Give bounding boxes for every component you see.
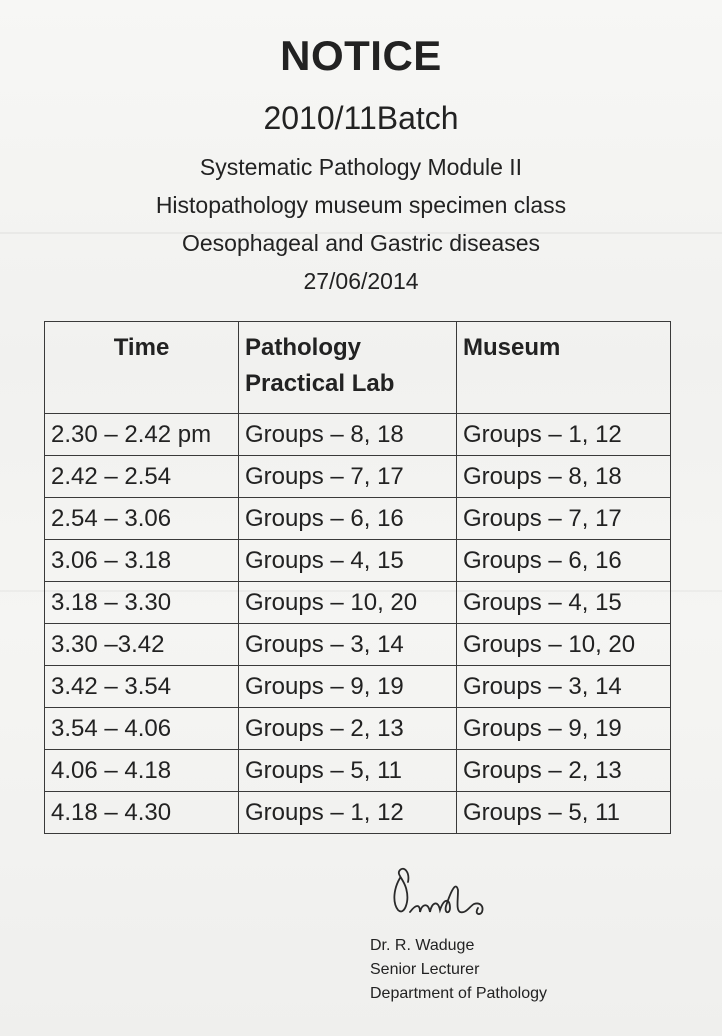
museum-cell: Groups – 6, 16 (457, 540, 671, 582)
class-line: Histopathology museum specimen class (155, 192, 567, 218)
museum-cell: Groups – 10, 20 (457, 624, 671, 666)
column-header-time: Time (45, 322, 239, 414)
time-cell: 2.54 – 3.06 (45, 498, 239, 540)
table-header-row (45, 322, 671, 414)
time-cell: 3.30 –3.42 (45, 624, 239, 666)
signatory-name: Dr. R. Waduge (370, 937, 475, 954)
table-row (45, 624, 671, 666)
lab-cell: Groups – 8, 18 (239, 414, 457, 456)
museum-cell: Groups – 2, 13 (457, 750, 671, 792)
museum-cell: Groups – 7, 17 (457, 498, 671, 540)
column-header-lab: Pathology Practical Lab (239, 322, 457, 414)
lab-cell: Groups – 5, 11 (239, 750, 457, 792)
lab-cell: Groups – 10, 20 (239, 582, 457, 624)
lab-cell: Groups – 3, 14 (239, 624, 457, 666)
batch-label: 2010/11Batch (263, 100, 459, 136)
signatory-position: Senior Lecturer (370, 961, 480, 978)
table-row (45, 414, 671, 456)
museum-cell: Groups – 5, 11 (457, 792, 671, 834)
lab-cell: Groups – 9, 19 (239, 666, 457, 708)
table-row (45, 708, 671, 750)
lab-cell: Groups – 7, 17 (239, 456, 457, 498)
column-header-museum: Museum (457, 322, 671, 414)
table-row (45, 540, 671, 582)
time-cell: 4.06 – 4.18 (45, 750, 239, 792)
table-row (45, 456, 671, 498)
museum-cell: Groups – 1, 12 (457, 414, 671, 456)
schedule-table (44, 321, 671, 834)
signatory-department: Department of Pathology (370, 985, 547, 1002)
museum-cell: Groups – 8, 18 (457, 456, 671, 498)
table-row (45, 582, 671, 624)
table-row (45, 750, 671, 792)
museum-cell: Groups – 4, 15 (457, 582, 671, 624)
lab-cell: Groups – 6, 16 (239, 498, 457, 540)
time-cell: 2.30 – 2.42 pm (45, 414, 239, 456)
time-cell: 2.42 – 2.54 (45, 456, 239, 498)
notice-title: NOTICE (280, 32, 442, 79)
table-row (45, 666, 671, 708)
time-cell: 4.18 – 4.30 (45, 792, 239, 834)
lab-cell: Groups – 4, 15 (239, 540, 457, 582)
time-cell: 3.54 – 4.06 (45, 708, 239, 750)
handwritten-signature (386, 858, 516, 930)
time-cell: 3.42 – 3.54 (45, 666, 239, 708)
module-line: Systematic Pathology Module II (199, 154, 523, 180)
time-cell: 3.18 – 3.30 (45, 582, 239, 624)
date-line: 27/06/2014 (303, 268, 419, 294)
time-cell: 3.06 – 3.18 (45, 540, 239, 582)
lab-cell: Groups – 1, 12 (239, 792, 457, 834)
table-row (45, 792, 671, 834)
museum-cell: Groups – 9, 19 (457, 708, 671, 750)
lab-cell: Groups – 2, 13 (239, 708, 457, 750)
table-row (45, 498, 671, 540)
topic-line: Oesophageal and Gastric diseases (182, 230, 540, 256)
museum-cell: Groups – 3, 14 (457, 666, 671, 708)
